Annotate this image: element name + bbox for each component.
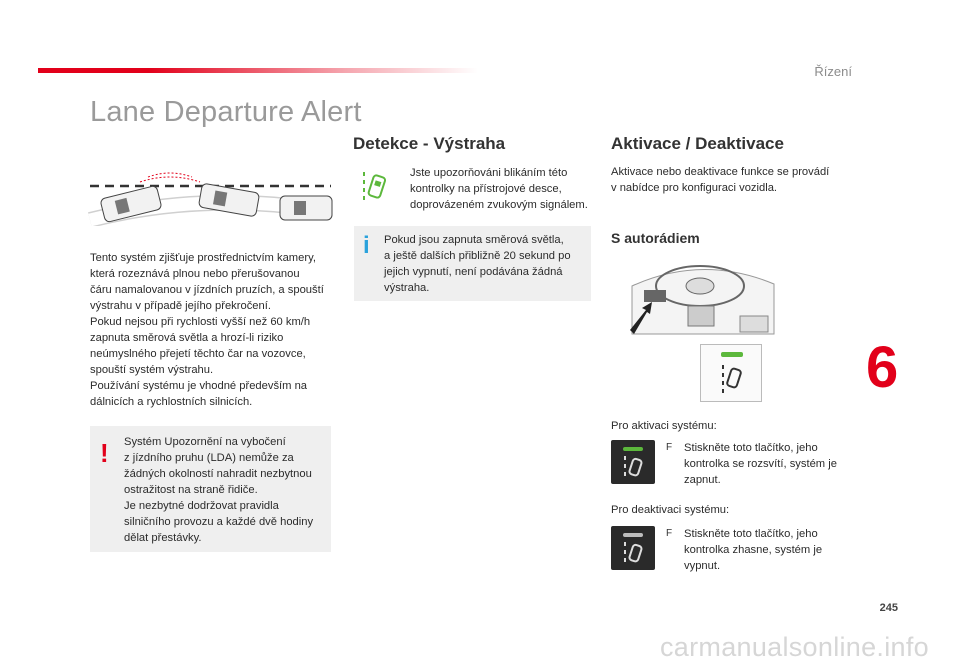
- lane-departure-illustration: [88, 168, 333, 226]
- header-accent-bar: [38, 68, 478, 73]
- info-text: Pokud jsou zapnuta směrová světla, a ještě dalších přibližně 20 sekund po jejich vypnutí, není podávána žádná výstraha.: [384, 234, 571, 294]
- dashboard-illustration: [628, 256, 776, 336]
- bullet-deactivate: F: [666, 528, 673, 539]
- activate-text: Stiskněte toto tlačítko, jeho kontrolka se rozsvítí, systém je zapnut.: [684, 442, 837, 486]
- activate-label: Pro aktivaci systému:: [611, 420, 717, 432]
- alert-text: Jste upozorňováni blikáním této kontrolky na přístrojové desce, doprovázeném zvukovým signálem.: [410, 167, 588, 211]
- page-title: Lane Departure Alert: [90, 96, 362, 128]
- warning-box: [90, 426, 331, 552]
- lane-button-unlit-icon: [611, 526, 655, 570]
- watermark: carmanualsonline.info: [660, 632, 929, 662]
- lane-icon: [719, 363, 745, 393]
- lane-departure-warning-lamp-icon: [360, 170, 390, 202]
- bullet-activate: F: [666, 442, 673, 453]
- section-title: Řízení: [814, 64, 852, 79]
- deactivate-text: Stiskněte toto tlačítko, jeho kontrolka zhasne, systém je vypnut.: [684, 528, 823, 572]
- warning-icon: !: [100, 438, 109, 468]
- chapter-number: 6: [866, 335, 899, 400]
- heading-activation: Aktivace / Deaktivace: [611, 134, 784, 153]
- system-description: Tento systém zjišťuje prostřednictvím kamery, která rozeznává plnou nebo přerušovanou čáru namalovanou v jízdních pruzích, a spouští výstrahu v případě jejího překročení. Pokud nejsou při rychlosti vyšší než 60 km/h zapnuta směrová světla a hrozí-li riziko neúmyslného přejetí těchto čar na vozovce, spouští systém výstrahu. Používání systému je vhodné především na dálnicích a rychlostních silnicích.: [90, 252, 324, 408]
- info-box: [354, 226, 591, 301]
- deactivate-label: Pro deaktivaci systému:: [611, 504, 730, 516]
- heading-detection: Detekce - Výstraha: [353, 134, 506, 153]
- heading-with-radio: S autorádiem: [611, 230, 700, 246]
- button-closeup-frame: [700, 344, 762, 402]
- activation-intro: Aktivace nebo deaktivace funkce se provádí v nabídce pro konfiguraci vozidla.: [611, 166, 830, 194]
- chapter-tab: [842, 326, 960, 412]
- page-number: 245: [879, 602, 898, 614]
- warning-text: Systém Upozornění na vybočení z jízdního pruhu (LDA) nemůže za žádných okolností nahradit nezbytnou ostražitost na straně řidiče. Je nezbytné dodržovat pravidla silničního provozu a každé dvě hodiny dělat přestávky.: [124, 436, 314, 544]
- info-icon: i: [363, 232, 370, 259]
- lane-button-lit-icon: [611, 440, 655, 484]
- button-closeup-lamp: [721, 352, 743, 357]
